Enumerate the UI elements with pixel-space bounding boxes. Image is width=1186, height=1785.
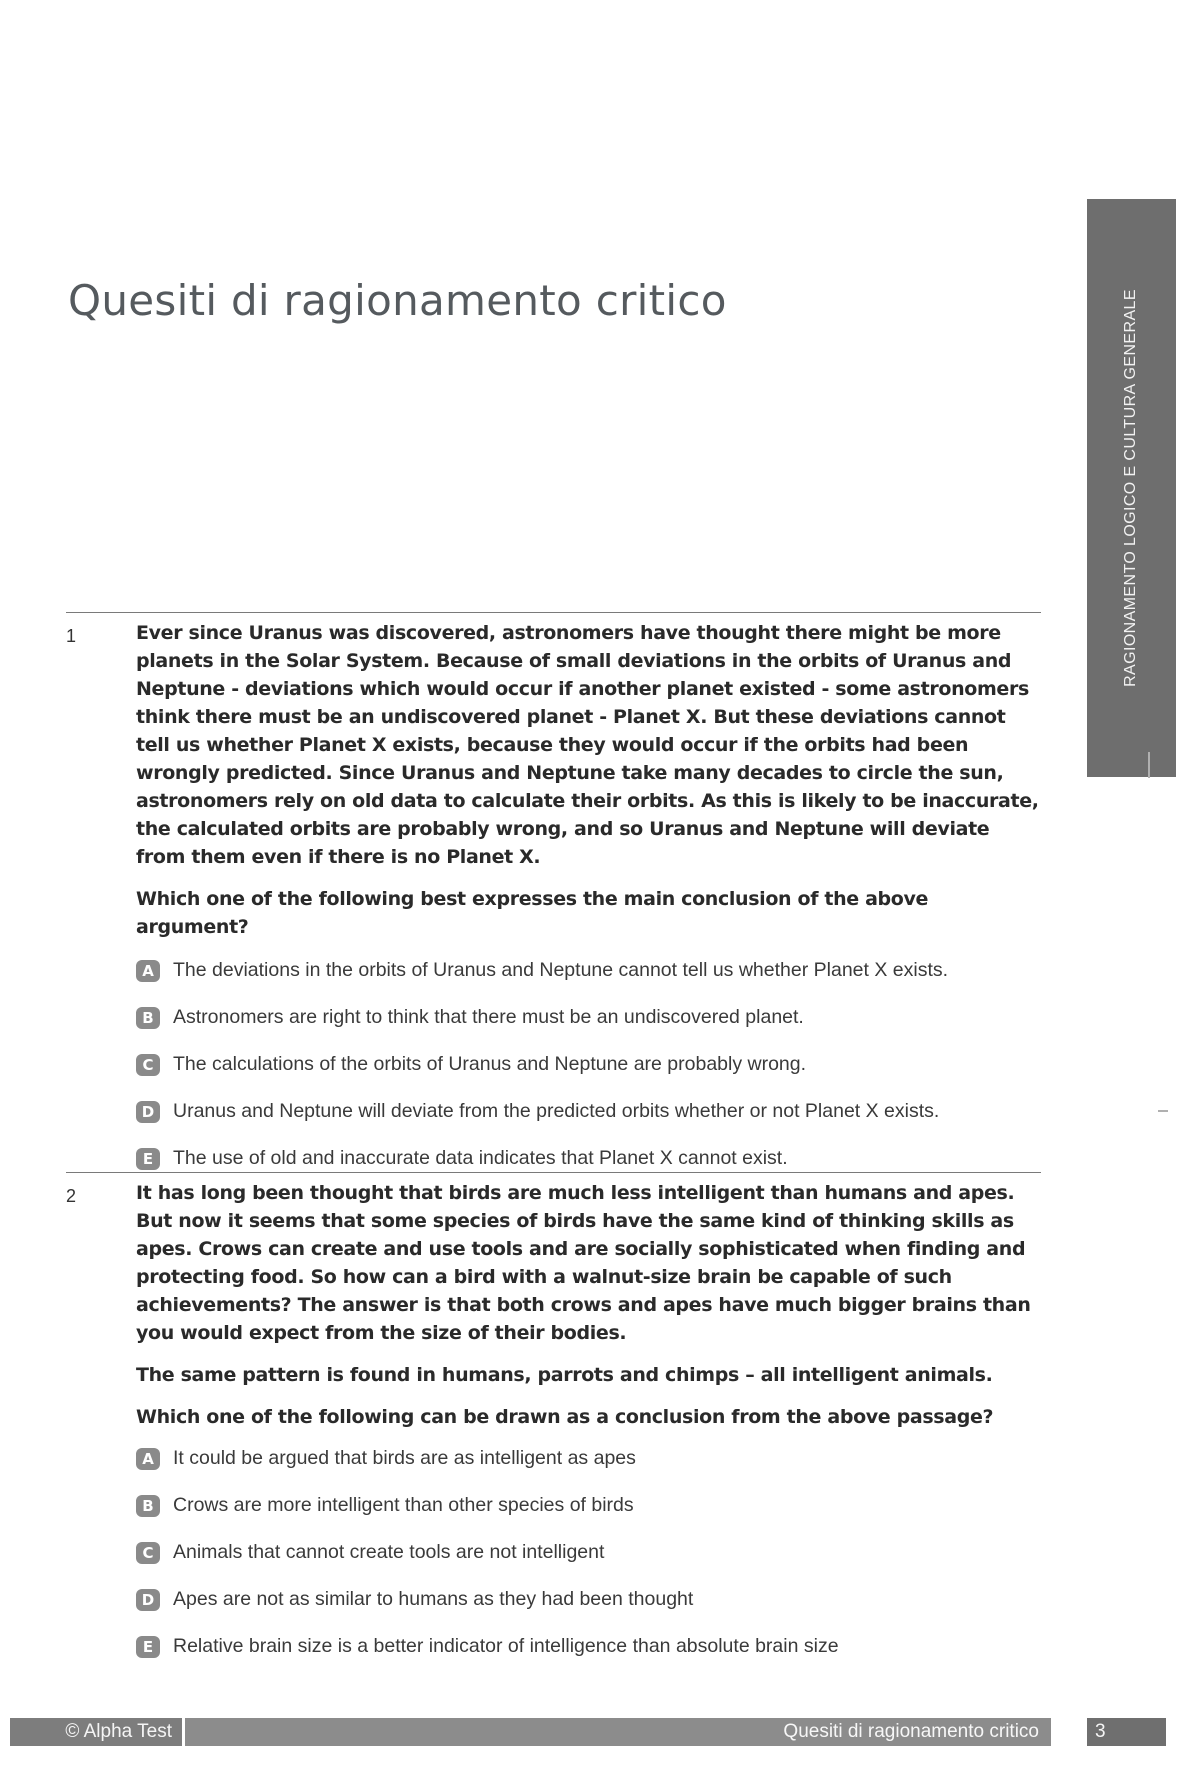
question-statement: The same pattern is found in humans, parrots and chimps – all intelligent animals.	[136, 1364, 993, 1386]
option-letter-badge: C	[136, 1542, 160, 1564]
option-text: The deviations in the orbits of Uranus and Neptune cannot tell us whether Planet X exists.	[173, 959, 949, 981]
footer-publisher: © Alpha Test	[10, 1718, 182, 1746]
option-letter-badge: E	[136, 1148, 160, 1170]
answer-options	[136, 947, 1041, 1182]
option-letter-badge: D	[136, 1589, 160, 1611]
option-letter-badge: B	[136, 1495, 160, 1517]
option-text: Uranus and Neptune will deviate from the predicted orbits whether or not Planet X exists.	[173, 1100, 940, 1122]
option-text: The use of old and inaccurate data indicates that Planet X cannot exist.	[173, 1147, 788, 1169]
footer-section-title: Quesiti di ragionamento critico	[185, 1718, 1051, 1746]
page-number: 3	[1087, 1718, 1166, 1746]
question-divider	[66, 612, 1041, 613]
question-number: 1	[66, 626, 77, 646]
section-side-tab	[1087, 199, 1176, 777]
option-text: It could be argued that birds are as intelligent as apes	[173, 1447, 636, 1469]
question-body	[136, 1179, 1041, 1670]
answer-option-a[interactable]	[136, 947, 1041, 994]
answer-option-b[interactable]	[136, 1482, 1041, 1529]
option-letter-badge: A	[136, 1448, 160, 1470]
answer-option-e[interactable]	[136, 1623, 1041, 1670]
question-divider	[66, 1172, 1041, 1173]
question-1	[66, 612, 1041, 1182]
option-text: The calculations of the orbits of Uranus and Neptune are probably wrong.	[173, 1053, 807, 1075]
question-passage: Ever since Uranus was discovered, astronomers have thought there might be more planets in the Solar System. Because of small deviations in the orbits of Uranus and Neptune - deviations which would occur if another planet existed - some astronomers think there must be an undiscovered planet - Planet X. But these deviations cannot tell us whether Planet X exists, because they would occur if the orbits had been wrongly predicted. Since Uranus and Neptune take many decades to circle the sun, astronomers rely on old data to calculate their orbits. As this is likely to be inaccurate, the calculated orbits are probably wrong, and so Uranus and Neptune will deviate from them even if there is no Planet X.	[136, 622, 1039, 868]
question-prompt: Which one of the following best expresses the main conclusion of the above argument?	[136, 888, 929, 938]
section-side-tab-label: RAGIONAMENTO LOGICO E CULTURA GENERALE	[1122, 289, 1139, 687]
answer-options	[136, 1435, 1041, 1670]
page-title: Quesiti di ragionamento critico	[68, 276, 727, 325]
margin-mark	[1158, 1110, 1168, 1112]
question-number: 2	[66, 1186, 77, 1206]
option-text: Apes are not as similar to humans as they had been thought	[173, 1588, 694, 1610]
page-footer	[10, 1718, 1166, 1746]
option-letter-badge: C	[136, 1054, 160, 1076]
option-letter-badge: D	[136, 1101, 160, 1123]
question-passage: It has long been thought that birds are much less intelligent than humans and apes. But now it seems that some species of birds have the same kind of thinking skills as apes. Crows can create and use tools and are socially sophisticated when finding and protecting food. So how can a bird with a walnut-size brain be capable of such achievements? The answer is that both crows and apes have much bigger brains than you would expect from the size of their bodies.	[136, 1182, 1031, 1344]
option-text: Crows are more intelligent than other species of birds	[173, 1494, 634, 1516]
question-prompt: Which one of the following can be drawn as a conclusion from the above passage?	[136, 1406, 994, 1428]
option-text: Astronomers are right to think that there must be an undiscovered planet.	[173, 1006, 804, 1028]
option-letter-badge: E	[136, 1636, 160, 1658]
option-letter-badge: A	[136, 960, 160, 982]
option-text: Animals that cannot create tools are not intelligent	[173, 1541, 605, 1563]
answer-option-c[interactable]	[136, 1041, 1041, 1088]
answer-option-b[interactable]	[136, 994, 1041, 1041]
option-letter-badge: B	[136, 1007, 160, 1029]
answer-option-c[interactable]	[136, 1529, 1041, 1576]
answer-option-d[interactable]	[136, 1088, 1041, 1135]
question-body	[136, 619, 1041, 1182]
question-2	[66, 1172, 1041, 1670]
option-text: Relative brain size is a better indicator of intelligence than absolute brain size	[173, 1635, 839, 1657]
answer-option-a[interactable]	[136, 1435, 1041, 1482]
answer-option-d[interactable]	[136, 1576, 1041, 1623]
margin-mark	[1148, 752, 1150, 778]
